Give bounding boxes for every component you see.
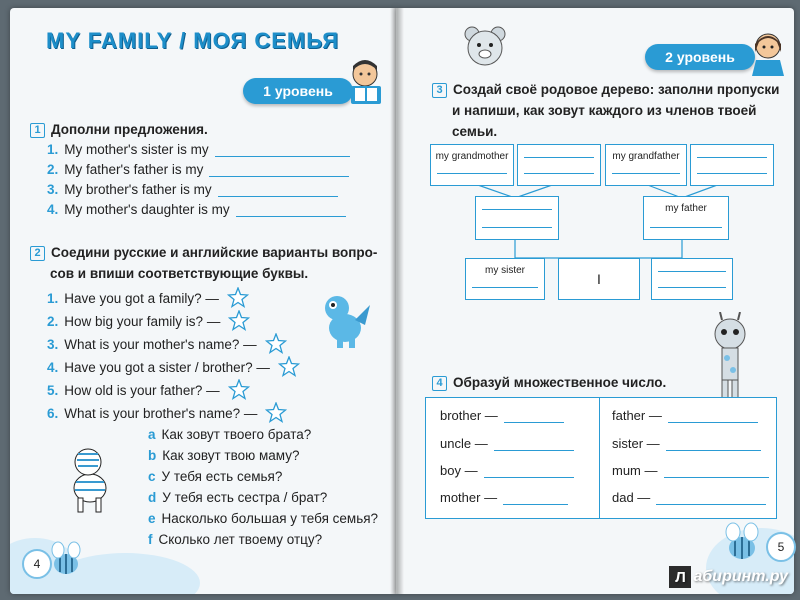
option-letter: f <box>148 532 153 547</box>
answer-line[interactable] <box>612 173 680 174</box>
question-1 <box>47 287 249 309</box>
tree-box-grandmother[interactable] <box>430 144 514 186</box>
plural-row <box>612 490 766 505</box>
tree-box-label: my father <box>665 203 707 214</box>
word: sister — <box>612 436 660 451</box>
answer-option-b <box>148 448 299 463</box>
answer-line[interactable] <box>482 209 552 210</box>
exercise-number: 3 <box>432 83 447 98</box>
option-text: У тебя есть сестра / брат? <box>162 490 328 505</box>
item-number: 1. <box>47 290 59 306</box>
question-text: How old is your father? — <box>64 382 220 398</box>
bee-icon <box>48 540 84 580</box>
option-text: Как зовут твою маму? <box>162 448 300 463</box>
exercise-3-instruction-line-1: Создай своё родовое дерево: заполни пропуски <box>453 82 780 97</box>
tree-box-grandfather[interactable] <box>605 144 687 186</box>
exercise-2-instruction-line-1: Соедини русские и английские варианты вопро- <box>51 245 378 260</box>
question-6 <box>47 402 287 424</box>
fill-sentence-4 <box>47 202 346 217</box>
item-number: 4. <box>47 359 59 375</box>
exercise-1-instruction: Дополни предложения. <box>51 122 208 137</box>
exercise-3-instruction-line-2: и напиши, как зовут каждого из членов твоей <box>452 103 757 118</box>
word: uncle — <box>440 436 488 451</box>
answer-star-icon[interactable] <box>265 402 287 424</box>
word: mother — <box>440 490 498 505</box>
fill-sentence-2 <box>47 162 349 177</box>
answer-option-c <box>148 469 282 484</box>
answer-line[interactable] <box>482 227 552 228</box>
table-divider <box>599 398 600 518</box>
page-number: 5 <box>766 532 796 562</box>
tree-box-blank[interactable] <box>690 144 774 186</box>
page-title: MY FAMILY / МОЯ СЕМЬЯ <box>46 28 340 53</box>
answer-line[interactable] <box>524 157 594 158</box>
plural-row <box>612 463 769 478</box>
answer-star-icon[interactable] <box>278 356 300 378</box>
option-letter: a <box>148 427 156 442</box>
exercise-number: 1 <box>30 123 45 138</box>
answer-line[interactable] <box>215 144 350 157</box>
tree-box-label: my grandfather <box>612 151 680 162</box>
answer-line[interactable] <box>524 173 594 174</box>
answer-line[interactable] <box>472 287 538 288</box>
answer-star-icon[interactable] <box>228 310 250 332</box>
answer-line[interactable] <box>437 173 507 174</box>
sentence-text: My mother's sister is my <box>64 142 209 157</box>
answer-line[interactable] <box>494 438 574 451</box>
question-4 <box>47 356 300 378</box>
page-number: 4 <box>22 549 52 579</box>
dragon-icon <box>315 290 375 350</box>
answer-line[interactable] <box>236 204 346 217</box>
plural-row <box>440 463 574 478</box>
tree-box-blank[interactable] <box>517 144 601 186</box>
exercise-3-heading <box>432 80 779 100</box>
sentence-text: My mother's daughter is my <box>64 202 230 217</box>
plural-row <box>440 436 574 451</box>
question-5 <box>47 379 250 401</box>
plural-row <box>612 436 761 451</box>
answer-line[interactable] <box>504 410 564 423</box>
teddy-bear-icon <box>460 24 510 70</box>
answer-option-f <box>148 532 322 547</box>
item-number: 1. <box>47 142 59 157</box>
watermark-text: абиринт.ру <box>693 568 788 585</box>
question-2 <box>47 310 250 332</box>
item-number: 2. <box>47 162 59 177</box>
option-text: Как зовут твоего брата? <box>161 427 312 442</box>
zebra-icon <box>60 440 120 515</box>
item-number: 6. <box>47 405 59 421</box>
exercise-1-heading <box>30 120 208 140</box>
question-3 <box>47 333 287 355</box>
option-letter: d <box>148 490 157 505</box>
word: mum — <box>612 463 658 478</box>
fill-sentence-3 <box>47 182 338 197</box>
watermark <box>669 566 788 588</box>
question-text: How big your family is? — <box>64 313 221 329</box>
tree-box-label: my grandmother <box>435 151 509 162</box>
fill-sentence-1 <box>47 142 350 157</box>
answer-line[interactable] <box>650 227 722 228</box>
plural-row <box>440 490 568 505</box>
giraffe-icon <box>700 312 760 400</box>
answer-line[interactable] <box>209 164 349 177</box>
option-text: Сколько лет твоему отцу? <box>158 532 323 547</box>
item-number: 3. <box>47 182 59 197</box>
option-text: У тебя есть семья? <box>161 469 283 484</box>
tree-box-label: my sister <box>485 265 525 276</box>
option-letter: c <box>148 469 156 484</box>
plural-row <box>440 408 564 423</box>
answer-star-icon[interactable] <box>228 379 250 401</box>
word: boy — <box>440 463 478 478</box>
question-text: Have you got a family? — <box>64 290 219 306</box>
boy-reading-icon <box>345 58 387 106</box>
tree-box-mother[interactable] <box>475 196 559 240</box>
option-letter: e <box>148 511 156 526</box>
tree-box-label: I <box>597 271 601 287</box>
level-badge: 1 уровень <box>243 78 353 104</box>
tree-box-father[interactable] <box>643 196 729 240</box>
exercise-4-instruction: Образуй множественное число. <box>453 375 667 390</box>
item-number: 3. <box>47 336 59 352</box>
question-text: What is your brother's name? — <box>64 405 258 421</box>
answer-line[interactable] <box>656 492 766 505</box>
exercise-2-heading <box>30 243 377 263</box>
tree-box-me[interactable] <box>558 258 640 300</box>
question-text: Have you got a sister / brother? — <box>64 359 270 375</box>
tree-box-brother[interactable] <box>651 258 733 300</box>
answer-line[interactable] <box>697 157 767 158</box>
answer-line[interactable] <box>218 184 338 197</box>
word: dad — <box>612 490 651 505</box>
answer-line[interactable] <box>484 465 574 478</box>
exercise-2-instruction-line-2: сов и впиши соответствующие буквы. <box>50 266 309 281</box>
option-letter: b <box>148 448 157 463</box>
answer-line[interactable] <box>697 173 767 174</box>
answer-option-d <box>148 490 327 505</box>
answer-line[interactable] <box>503 492 568 505</box>
item-number: 5. <box>47 382 59 398</box>
girl-icon <box>748 30 788 76</box>
exercise-3-instruction-line-3: семьи. <box>452 124 498 139</box>
answer-option-a <box>148 427 311 442</box>
answer-line[interactable] <box>658 287 726 288</box>
answer-line[interactable] <box>668 410 758 423</box>
item-number: 2. <box>47 313 59 329</box>
exercise-number: 4 <box>432 376 447 391</box>
answer-star-icon[interactable] <box>265 333 287 355</box>
option-text: Насколько большая у тебя семья? <box>161 511 379 526</box>
answer-star-icon[interactable] <box>227 287 249 309</box>
tree-box-sister[interactable] <box>465 258 545 300</box>
word: brother — <box>440 408 498 423</box>
answer-line[interactable] <box>658 271 726 272</box>
bee-icon <box>722 522 762 566</box>
labirint-logo-icon: Л <box>669 566 691 588</box>
exercise-4-heading <box>432 373 666 393</box>
plural-row <box>612 408 758 423</box>
answer-option-e <box>148 511 378 526</box>
sentence-text: My father's father is my <box>64 162 204 177</box>
item-number: 4. <box>47 202 59 217</box>
book-spine <box>390 8 404 594</box>
exercise-number: 2 <box>30 246 45 261</box>
level-badge: 2 уровень <box>645 44 755 70</box>
word: father — <box>612 408 662 423</box>
sentence-text: My brother's father is my <box>64 182 212 197</box>
question-text: What is your mother's name? — <box>64 336 257 352</box>
answer-line[interactable] <box>666 438 761 451</box>
answer-line[interactable] <box>664 465 769 478</box>
